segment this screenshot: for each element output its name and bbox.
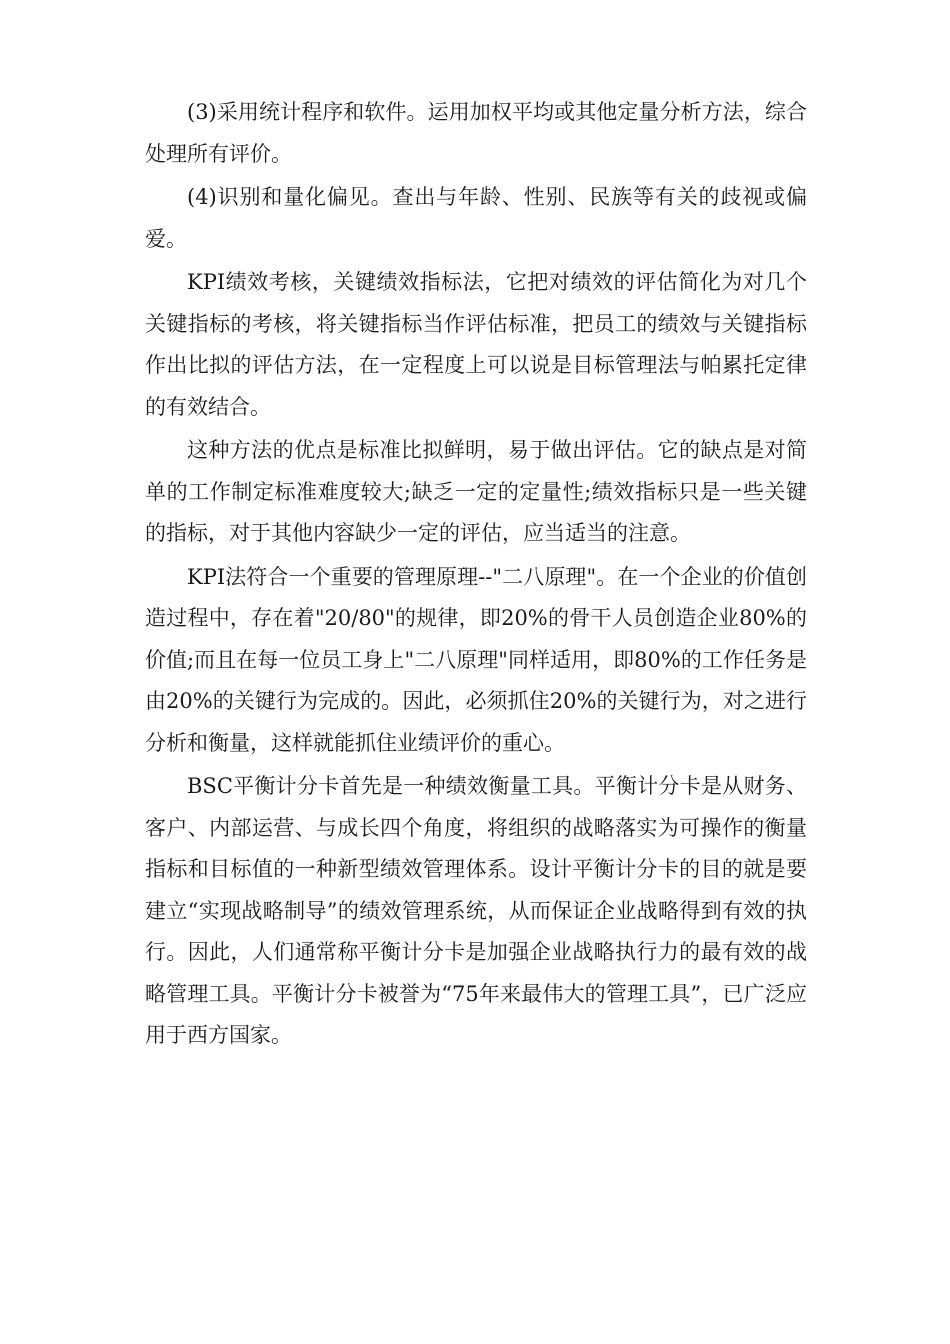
- document-body: [145, 92, 807, 1059]
- paragraph-3: KPI绩效考核，关键绩效指标法，它把对绩效的评估简化为对几个关键指标的考核，将关键指标当作评估标准，把员工的绩效与关键指标作出比拟的评估方法，在一定程度上可以说是目标管理法与帕累托定律的有效结合。: [145, 270, 807, 419]
- paragraph-5: KPI法符合一个重要的管理原理--"二八原理"。在一个企业的价值创造过程中，存在着"20/80"的规律，即20%的骨干人员创造企业80%的价值;而且在每一位员工身上"二八原理"同样适用，即80%的工作任务是由20%的关键行为完成的。因此，必须抓住20%的关键行为，对之进行分析和衡量，这样就能抓住业绩评价的重心。: [145, 564, 807, 755]
- paragraph-6: BSC平衡计分卡首先是一种绩效衡量工具。平衡计分卡是从财务、客户、内部运营、与成长四个角度，将组织的战略落实为可操作的衡量指标和目标值的一种新型绩效管理体系。设计平衡计分卡的目的就是要建立“实现战略制导”的绩效管理系统，从而保证企业战略得到有效的执行。因此，人们通常称平衡计分卡是加强企业战略执行力的最有效的战略管理工具。平衡计分卡被誉为“75年来最伟大的管理工具”，已广泛应用于西方国家。: [145, 774, 807, 1047]
- paragraph-2: (4)识别和量化偏见。查出与年龄、性别、民族等有关的歧视或偏爱。: [145, 185, 807, 251]
- paragraph-1: (3)采用统计程序和软件。运用加权平均或其他定量分析方法，综合处理所有评价。: [145, 100, 807, 166]
- paragraph-4: 这种方法的优点是标准比拟鲜明，易于做出评估。它的缺点是对简单的工作制定标准难度较大;缺乏一定的定量性;绩效指标只是一些关键的指标，对于其他内容缺少一定的评估，应当适当的注意。: [145, 438, 807, 545]
